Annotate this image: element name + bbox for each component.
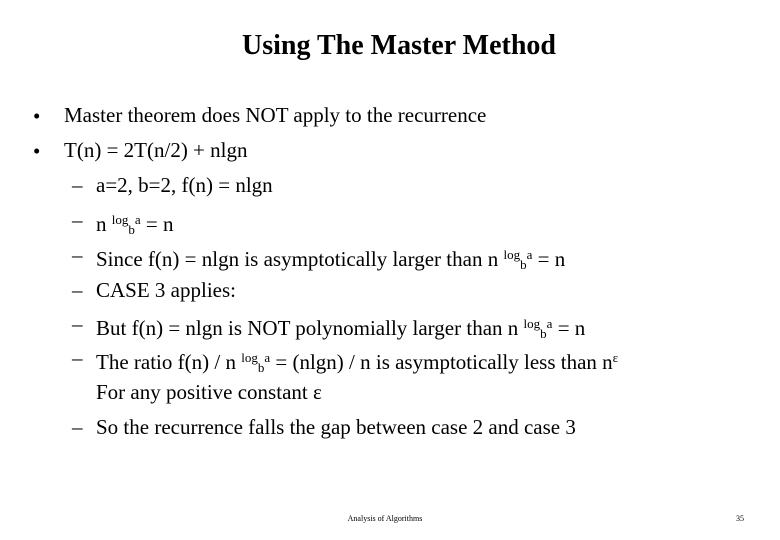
exponent-a: a (546, 316, 553, 331)
text: = n (532, 247, 566, 271)
text: = (nlgn) / n is asymptotically less than n (270, 350, 613, 374)
sub-item-1: a=2, b=2, f(n) = nlgn (96, 173, 273, 197)
sub-item-5 (96, 312, 585, 346)
sub-item-6-continuation: For any positive constant ε (96, 380, 322, 404)
exponent-a: a (526, 247, 533, 262)
dash-marker: – (72, 173, 83, 197)
footer-course: Analysis of Algorithms (347, 514, 423, 523)
dash-marker: – (72, 208, 83, 232)
bullet-marker: • (33, 104, 41, 128)
sub-item-6 (96, 346, 618, 380)
exponent-a: a (264, 350, 271, 365)
bullet-marker: • (33, 139, 41, 163)
slide-title: Using The Master Method (242, 30, 556, 61)
sub-item-3 (96, 243, 565, 277)
text: n (96, 212, 112, 236)
exponent-base: b (128, 222, 135, 237)
sub-item-4: CASE 3 applies: (96, 278, 236, 302)
dash-marker: – (72, 346, 83, 370)
text: = n (140, 212, 174, 236)
dash-marker: – (72, 278, 83, 302)
exponent-epsilon: ε (612, 350, 619, 365)
text: The ratio f(n) / n (96, 350, 242, 374)
sub-item-2 (96, 208, 174, 242)
text: = n (552, 316, 586, 340)
sub-item-7: So the recurrence falls the gap between case 2 and case 3 (96, 415, 576, 439)
exponent-log: log (241, 350, 258, 365)
text: Since f(n) = nlgn is asymptotically larger than n (96, 247, 504, 271)
dash-marker: – (72, 243, 83, 267)
bullet-text-1: Master theorem does NOT apply to the recurrence (64, 103, 487, 127)
exponent-log: log (523, 316, 541, 331)
bullet-text-2: T(n) = 2T(n/2) + nlgn (64, 138, 248, 162)
exponent-base: b (257, 360, 265, 375)
exponent-base: b (520, 257, 527, 272)
page-number: 35 (736, 514, 744, 523)
exponent-log: log (111, 212, 129, 227)
dash-marker: – (72, 312, 83, 336)
exponent-base: b (540, 326, 547, 341)
dash-marker: – (72, 415, 83, 439)
exponent-a: a (134, 212, 141, 227)
text: But f(n) = nlgn is NOT polynomially larger than n (96, 316, 524, 340)
exponent-log: log (503, 247, 521, 262)
